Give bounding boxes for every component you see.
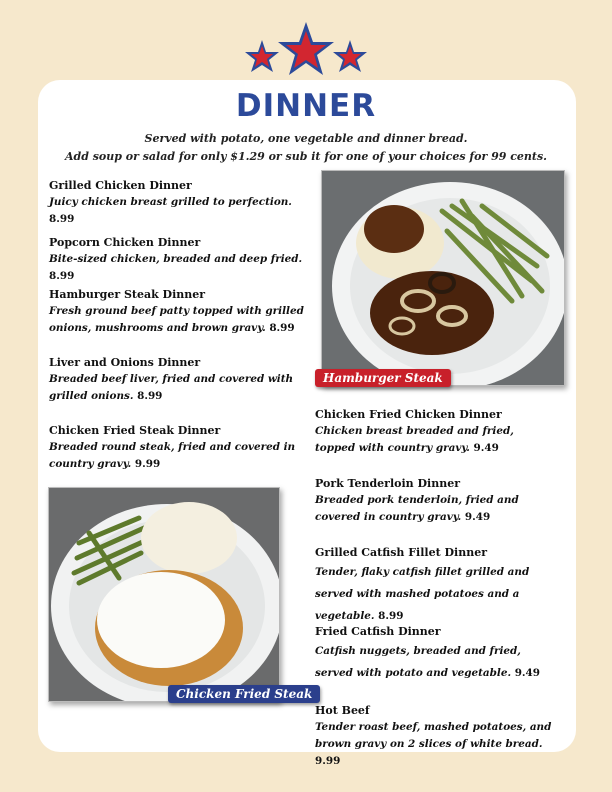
menu-item — [49, 177, 304, 228]
subtitle — [0, 130, 612, 166]
menu-item-price: 9.49 — [514, 667, 541, 679]
menu-item-price: 9.99 — [315, 755, 341, 767]
chicken-fried-steak-plate-icon — [49, 488, 279, 701]
star-center-icon — [278, 22, 334, 75]
menu-item-name: Chicken Fried Chicken Dinner — [315, 408, 502, 421]
menu-item-price: 8.99 — [49, 270, 75, 282]
page-title: DINNER — [235, 88, 377, 124]
menu-item — [49, 354, 304, 405]
menu-item-price: 8.99 — [137, 390, 163, 402]
menu-item — [315, 406, 555, 457]
menu-item-price: 9.99 — [134, 458, 161, 470]
chicken-fried-steak-photo — [48, 487, 280, 702]
menu-item — [49, 286, 304, 337]
menu-item-price: 8.99 — [378, 610, 404, 622]
menu-item-desc: Fresh ground beef patty topped with grilled onions, mushrooms and brown gravy. — [49, 305, 304, 334]
menu-item — [315, 702, 555, 770]
menu-item — [49, 234, 304, 285]
stars-logo — [238, 20, 374, 90]
hamburger-steak-plate-icon — [322, 171, 564, 385]
menu-item-desc: Tender, flaky catfish fillet grilled and served with mashed potatoes and a vegetable. — [315, 566, 530, 622]
menu-item-name: Pork Tenderloin Dinner — [315, 477, 460, 490]
menu-item-name: Grilled Catfish Fillet Dinner — [315, 546, 487, 559]
menu-item — [315, 544, 555, 627]
menu-item-desc: Breaded round steak, fried and covered in country gravy. — [49, 441, 296, 470]
chicken-fried-steak-caption: Chicken Fried Steak — [168, 685, 320, 703]
star-right-icon — [333, 40, 367, 72]
hamburger-steak-photo — [321, 170, 565, 386]
menu-item-name: Chicken Fried Steak Dinner — [49, 424, 221, 437]
menu-item-name: Liver and Onions Dinner — [49, 356, 201, 369]
menu-item-desc: Chicken breast breaded and fried, topped with country gravy. — [315, 425, 514, 454]
menu-item — [315, 475, 555, 526]
menu-item-desc: Breaded pork tenderloin, fried and covered in country gravy. — [315, 494, 519, 523]
menu-item-desc: Juicy chicken breast grilled to perfection. — [49, 196, 292, 208]
menu-item-name: Fried Catfish Dinner — [315, 625, 441, 638]
menu-item-price: 9.49 — [464, 511, 491, 523]
menu-item-desc: Catfish nuggets, breaded and fried, served with potato and vegetable. — [315, 645, 521, 679]
menu-item-desc: Bite-sized chicken, breaded and deep fried. — [49, 253, 303, 265]
menu-item-price: 8.99 — [269, 322, 295, 334]
menu-item-name: Hamburger Steak Dinner — [49, 288, 206, 301]
menu-item-name: Popcorn Chicken Dinner — [49, 236, 201, 249]
menu-item-name: Hot Beef — [315, 704, 370, 717]
menu-item — [49, 422, 304, 473]
menu-item-name: Grilled Chicken Dinner — [49, 179, 192, 192]
menu-item — [315, 623, 555, 684]
subtitle-line-1: Served with potato, one vegetable and dinner bread. — [144, 132, 468, 145]
menu-item-price: 9.49 — [473, 442, 499, 454]
menu-item-desc: Tender roast beef, mashed potatoes, and brown gravy on 2 slices of white bread. — [315, 721, 552, 750]
menu-item-desc: Breaded beef liver, fried and covered with grilled onions. — [49, 373, 294, 402]
menu-item-price: 8.99 — [49, 213, 75, 225]
subtitle-line-2: Add soup or salad for only $1.29 or sub it for one of your choices for 99 cents. — [64, 150, 548, 163]
star-left-icon — [245, 40, 279, 72]
hamburger-steak-caption: Hamburger Steak — [315, 369, 451, 387]
